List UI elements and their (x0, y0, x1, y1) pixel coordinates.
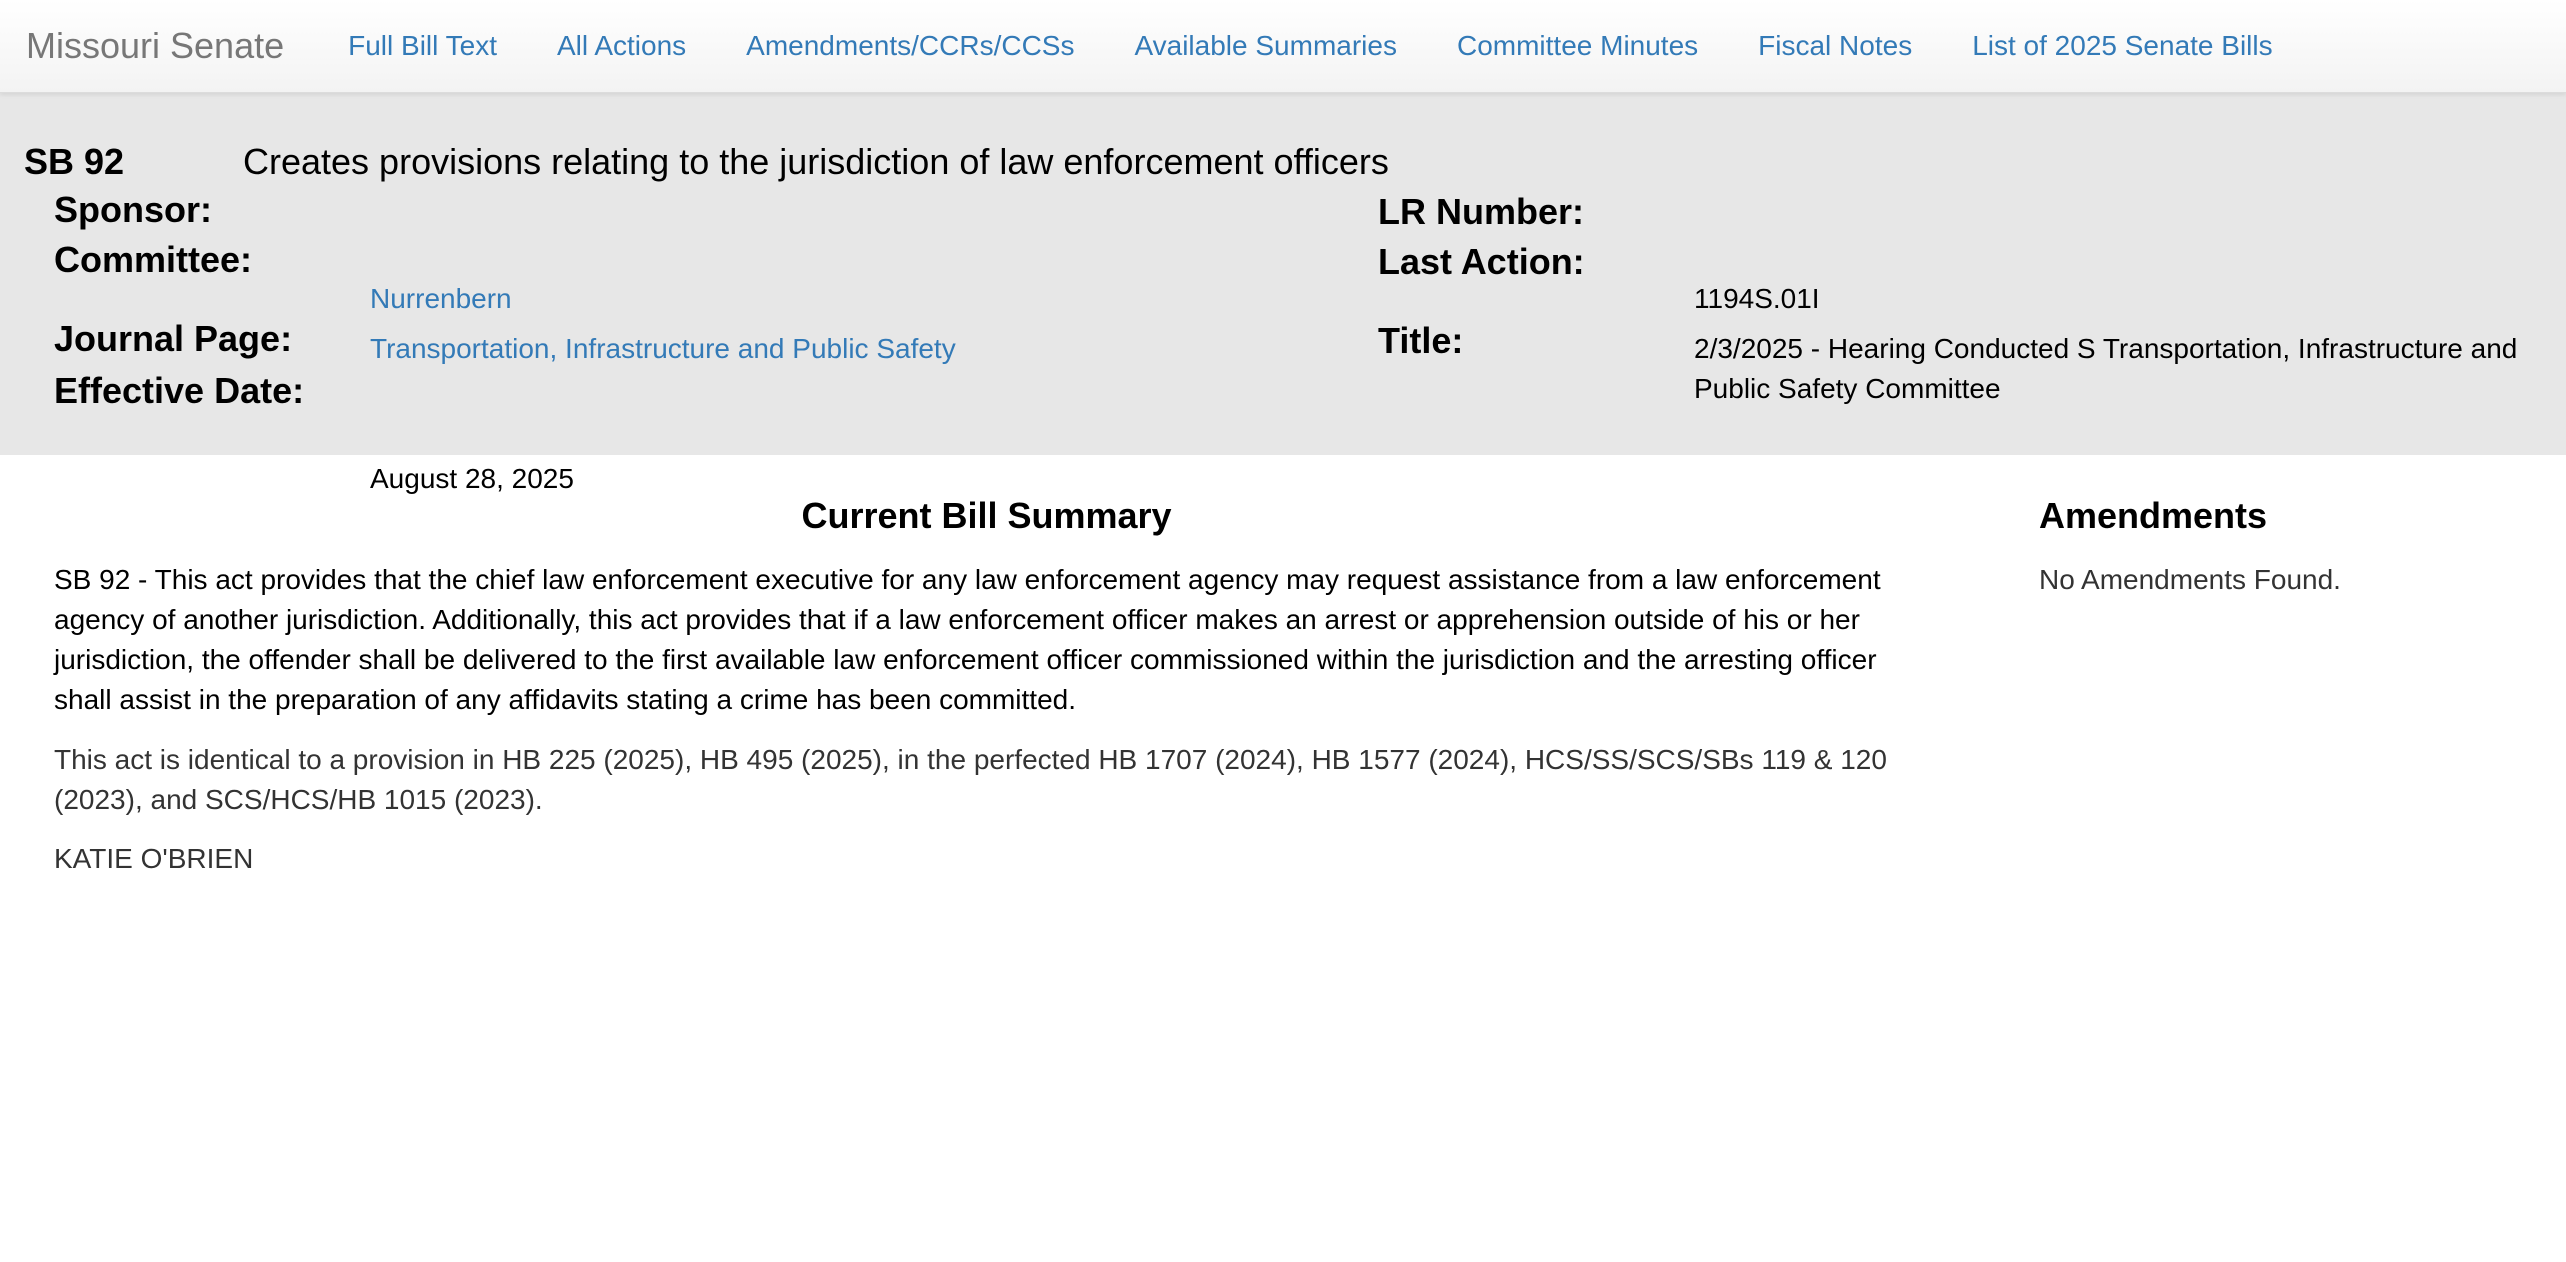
nav-available-summaries[interactable]: Available Summaries (1134, 30, 1397, 61)
nav-amendments[interactable]: Amendments/CCRs/CCSs (746, 30, 1075, 61)
summary-paragraph: SB 92 - This act provides that the chief law enforcement executive for any law enforcement agency may request assistance from a law enforcement agency of another jurisdiction. Additionally, this act provides that if a law enforcement officer makes an arrest or apprehension outside of his or her jurisdiction, the offender shall be delivered to the first available law enforcement officer commissioned within the jurisdiction and the arresting officer shall assist in the preparation of any affidavits stating a crime has been committed. (54, 564, 1881, 715)
bill-description: Creates provisions relating to the jurisdiction of law enforcement officers (243, 141, 1389, 182)
nav-fiscal-notes[interactable]: Fiscal Notes (1758, 30, 1913, 61)
nav-senate-bills-list[interactable]: List of 2025 Senate Bills (1972, 30, 2273, 61)
lr-number-label: LR Number: (1378, 191, 1584, 232)
top-navbar (0, 0, 2566, 93)
amendments-empty-text: No Amendments Found. (2039, 564, 2341, 595)
sponsor-link[interactable]: Nurrenbern (370, 283, 512, 314)
nav-committee-minutes[interactable]: Committee Minutes (1456, 30, 1699, 61)
lr-number-value: 1194S.01I (1694, 283, 1820, 314)
amendments-heading: Amendments (2039, 495, 2268, 536)
effective-date-value: August 28, 2025 (370, 463, 574, 494)
summary-identical-note: This act is identical to a provision in HB 225 (2025), HB 495 (2025), in the perfected HB 1707 (2024), HB 1577 (2024), HCS/SS/SCS/SBs 119 & 120 (2023), and SCS/HCS/HB 1015 (2023). (54, 744, 1887, 815)
bill-info-panel (0, 93, 2566, 494)
summary-author: KATIE O'BRIEN (54, 843, 254, 874)
summary-heading: Current Bill Summary (801, 495, 1172, 536)
bill-id: SB 92 (24, 141, 125, 182)
nav-all-actions[interactable]: All Actions (556, 30, 687, 61)
committee-link[interactable]: Transportation, Infrastructure and Public Safety (370, 333, 956, 364)
nav-full-bill-text[interactable]: Full Bill Text (348, 30, 497, 61)
effective-date-label: Effective Date: (54, 370, 305, 411)
title-label: Title: (1378, 320, 1464, 361)
last-action-label: Last Action: (1378, 241, 1585, 282)
committee-label: Committee: (54, 239, 253, 280)
brand-logo[interactable]: Missouri Senate (26, 25, 285, 66)
journal-page-label: Journal Page: (54, 318, 293, 359)
sponsor-label: Sponsor: (54, 189, 212, 230)
last-action-value: 2/3/2025 - Hearing Conducted S Transportation, Infrastructure and Public Safety Committee (1694, 333, 2518, 404)
